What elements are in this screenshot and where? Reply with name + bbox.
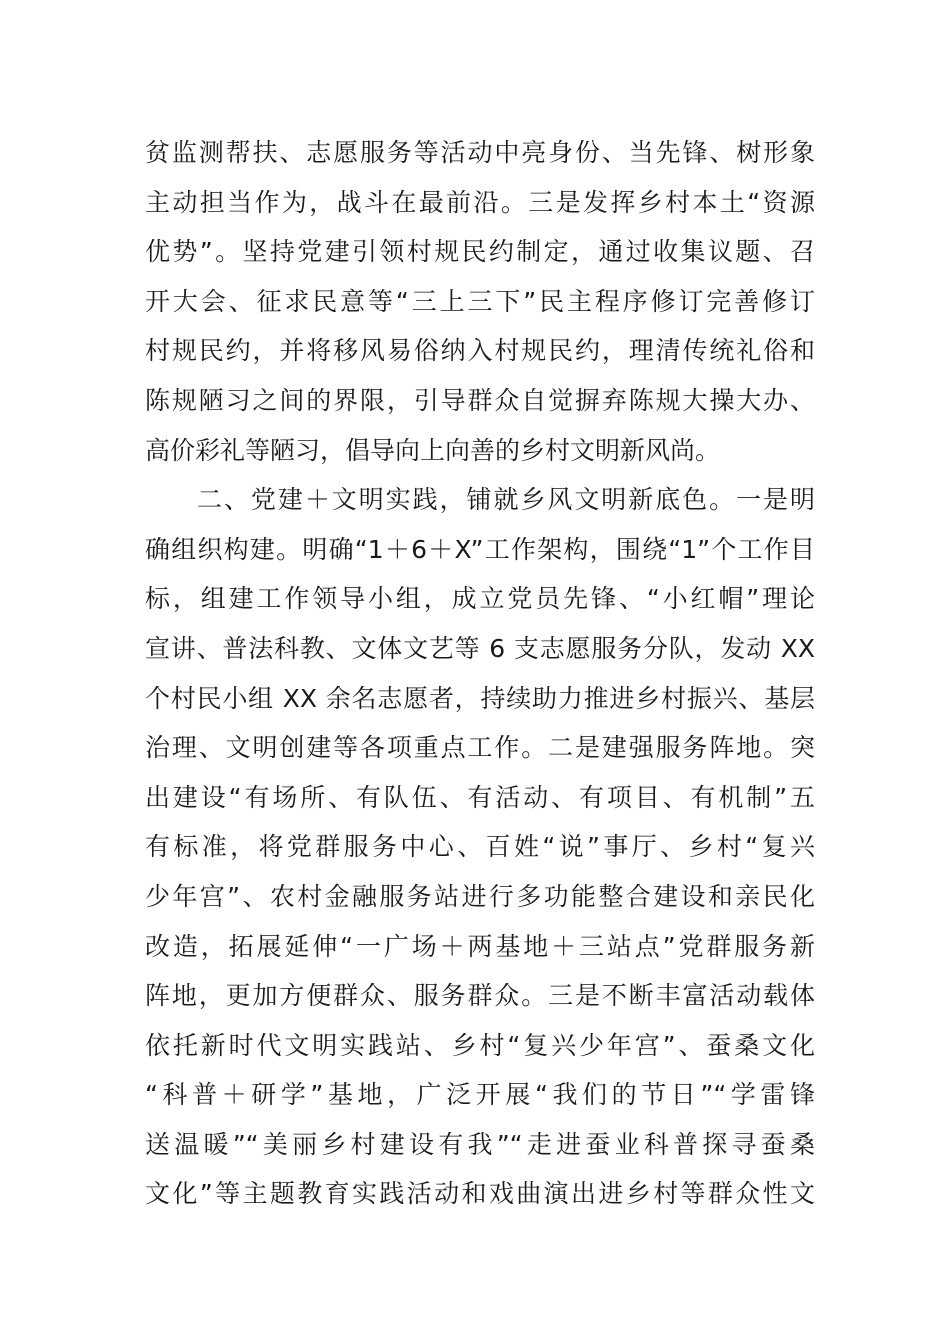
text-line: 阵地，更加方便群众、服务群众。三是不断丰富活动载体 — [145, 981, 815, 1011]
text-line: 治理、文明创建等各项重点工作。二是建强服务阵地。突 — [145, 733, 815, 763]
text-line: 宣讲、普法科教、文体文艺等 6 支志愿服务分队，发动 XX — [145, 633, 815, 663]
text-line: 村规民约，并将移风易俗纳入村规民约，理清传统礼俗和 — [145, 336, 815, 366]
text-line: 少年宫”、农村金融服务站进行多功能整合建设和亲民化 — [145, 881, 815, 911]
text-line: 主动担当作为，战斗在最前沿。三是发挥乡村本土“资源 — [145, 187, 815, 217]
text-line: 改造，拓展延伸“一广场＋两基地＋三站点”党群服务新 — [145, 931, 815, 961]
text-line: 出建设“有场所、有队伍、有活动、有项目、有机制”五 — [145, 782, 815, 812]
text-line: 有标准，将党群服务中心、百姓“说”事厅、乡村“复兴 — [145, 832, 815, 862]
section-heading-line: 二、党建＋文明实践，铺就乡风文明新底色。一是明 — [197, 485, 815, 515]
text-line: 文化”等主题教育实践活动和戏曲演出进乡村等群众性文 — [145, 1179, 815, 1209]
text-line: 确组织构建。明确“1＋6＋X”工作架构，围绕“1”个工作目 — [145, 534, 815, 564]
text-line: 陈规陋习之间的界限，引导群众自觉摒弃陈规大操大办、 — [145, 385, 815, 415]
text-line: 个村民小组 XX 余名志愿者，持续助力推进乡村振兴、基层 — [145, 683, 815, 713]
text-line: 标，组建工作领导小组，成立党员先锋、“小红帽”理论 — [145, 584, 815, 614]
text-line: 贫监测帮扶、志愿服务等活动中亮身份、当先锋、树形象 — [145, 138, 815, 167]
text-line: 优势”。坚持党建引领村规民约制定，通过收集议题、召 — [145, 237, 815, 267]
text-line: 开大会、征求民意等“三上三下”民主程序修订完善修订 — [145, 286, 815, 316]
text-line: 依托新时代文明实践站、乡村“复兴少年宫”、蚕桑文化 — [145, 1030, 815, 1060]
body-text — [145, 128, 815, 1219]
text-line: “科普＋研学”基地，广泛开展“我们的节日”“学雷锋 — [145, 1080, 815, 1110]
text-line: 高价彩礼等陋习，倡导向上向善的乡村文明新风尚。 — [145, 435, 721, 465]
text-line: 送温暖”“美丽乡村建设有我”“走进蚕业科普探寻蚕桑 — [145, 1129, 815, 1159]
